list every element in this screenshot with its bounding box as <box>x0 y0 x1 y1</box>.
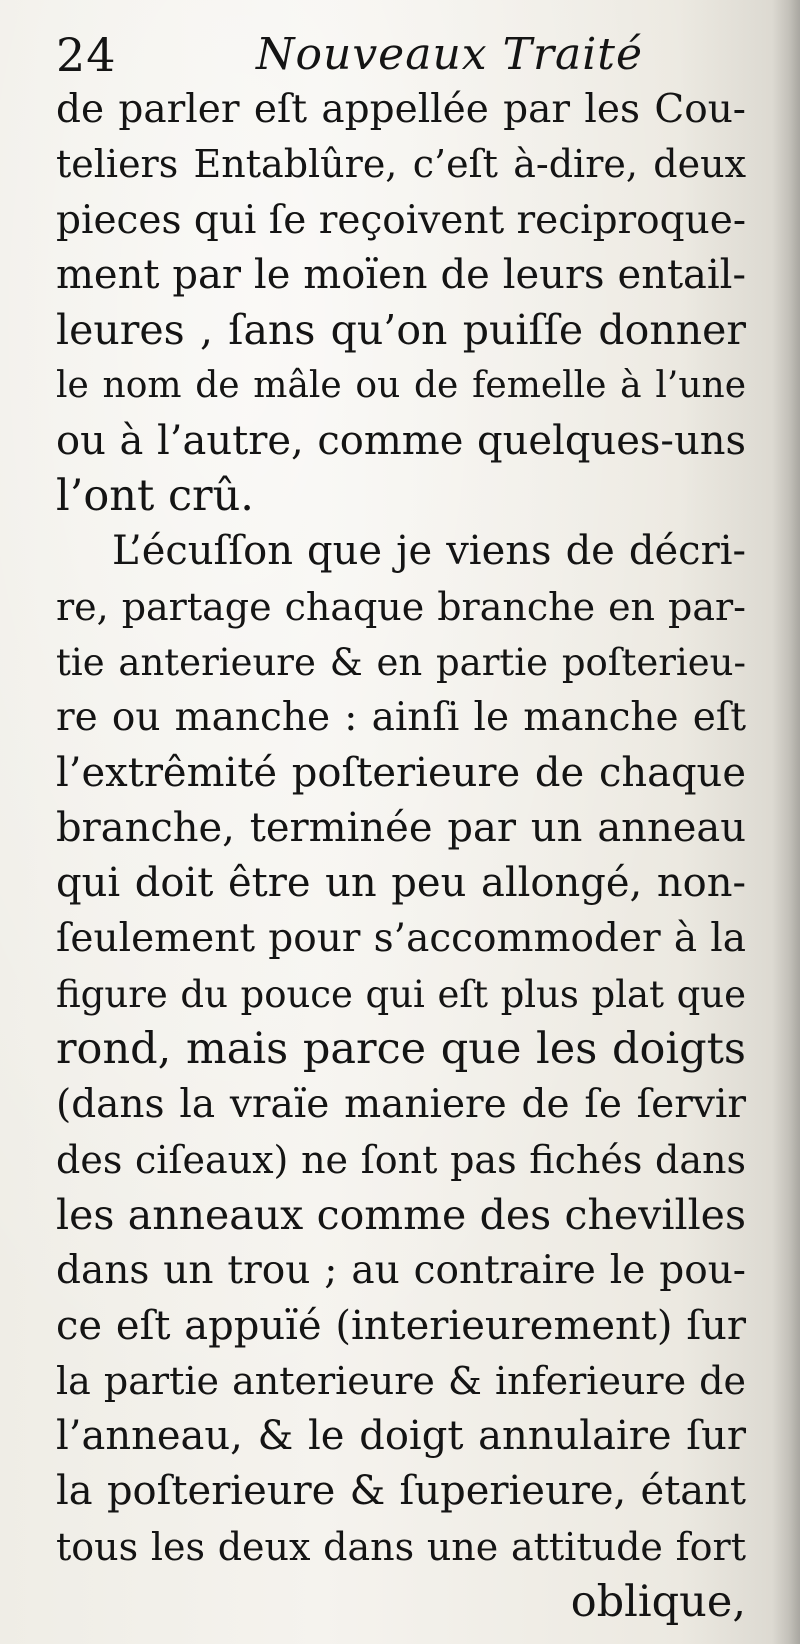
text-line: leures , ſans qu’on puiſſe donner <box>56 306 746 355</box>
text-line: tie anterieure & en partie poſterieu- <box>56 640 746 684</box>
running-title: Nouveaux Traité <box>256 29 644 80</box>
paragraph-start-line: L’écuſſon que je viens de décri- <box>112 528 746 575</box>
text-line: ou à l’autre, comme quelques-uns <box>56 417 746 464</box>
text-line: l’anneau, & le doigt annulaire ſur <box>56 1413 746 1460</box>
text-line: les anneaux comme des chevilles <box>56 1190 746 1239</box>
text-line: le nom de mâle ou de femelle à l’une <box>56 365 746 407</box>
text-line: ce eſt appuïé (interieurement) ſur <box>56 1302 746 1349</box>
catchword-line <box>56 1575 746 1630</box>
page-number: 24 <box>56 28 117 82</box>
text-line: tous les deux dans une attitude fort <box>56 1524 746 1569</box>
text-line: dans un trou ; au contraire le pou- <box>56 1248 746 1294</box>
text-line: des ciſeaux) ne ſont pas fichés dans <box>56 1137 746 1182</box>
text-line: l’ont crû. <box>56 471 254 522</box>
text-line: branche, terminée par un anneau <box>56 804 746 851</box>
text-line: re, partage chaque branche en par- <box>56 584 746 629</box>
page-edge-shadow <box>772 0 800 1644</box>
text-line: (dans la vraïe maniere de ſe ſervir <box>56 1082 746 1128</box>
catchword: oblique, <box>570 1577 746 1628</box>
text-line: ſeulement pour s’accommoder à la <box>56 916 746 962</box>
text-line: ment par le moïen de leurs entail- <box>56 251 746 298</box>
text-line: la poſterieure & ſuperieure, étant <box>56 1468 746 1515</box>
text-line: teliers Entablûre, c’eſt à-dire, deux <box>56 142 746 187</box>
text-line: l’extrêmité poſterieure de chaque <box>56 749 746 796</box>
text-line: qui doit être un peu allongé, non- <box>56 860 746 907</box>
text-line: la partie anterieure & inferieure de <box>56 1358 746 1403</box>
text-line: figure du pouce qui eſt plus plat que <box>56 972 746 1016</box>
text-line: pieces qui ſe reçoivent reciproque- <box>56 197 747 243</box>
body-text <box>56 82 746 1630</box>
text-line: rond, mais parce que les doigts <box>56 1024 746 1075</box>
text-line: de parler eſt appellée par les Cou- <box>56 87 746 132</box>
text-line: re ou manche : ainſi le manche eſt <box>56 695 746 741</box>
